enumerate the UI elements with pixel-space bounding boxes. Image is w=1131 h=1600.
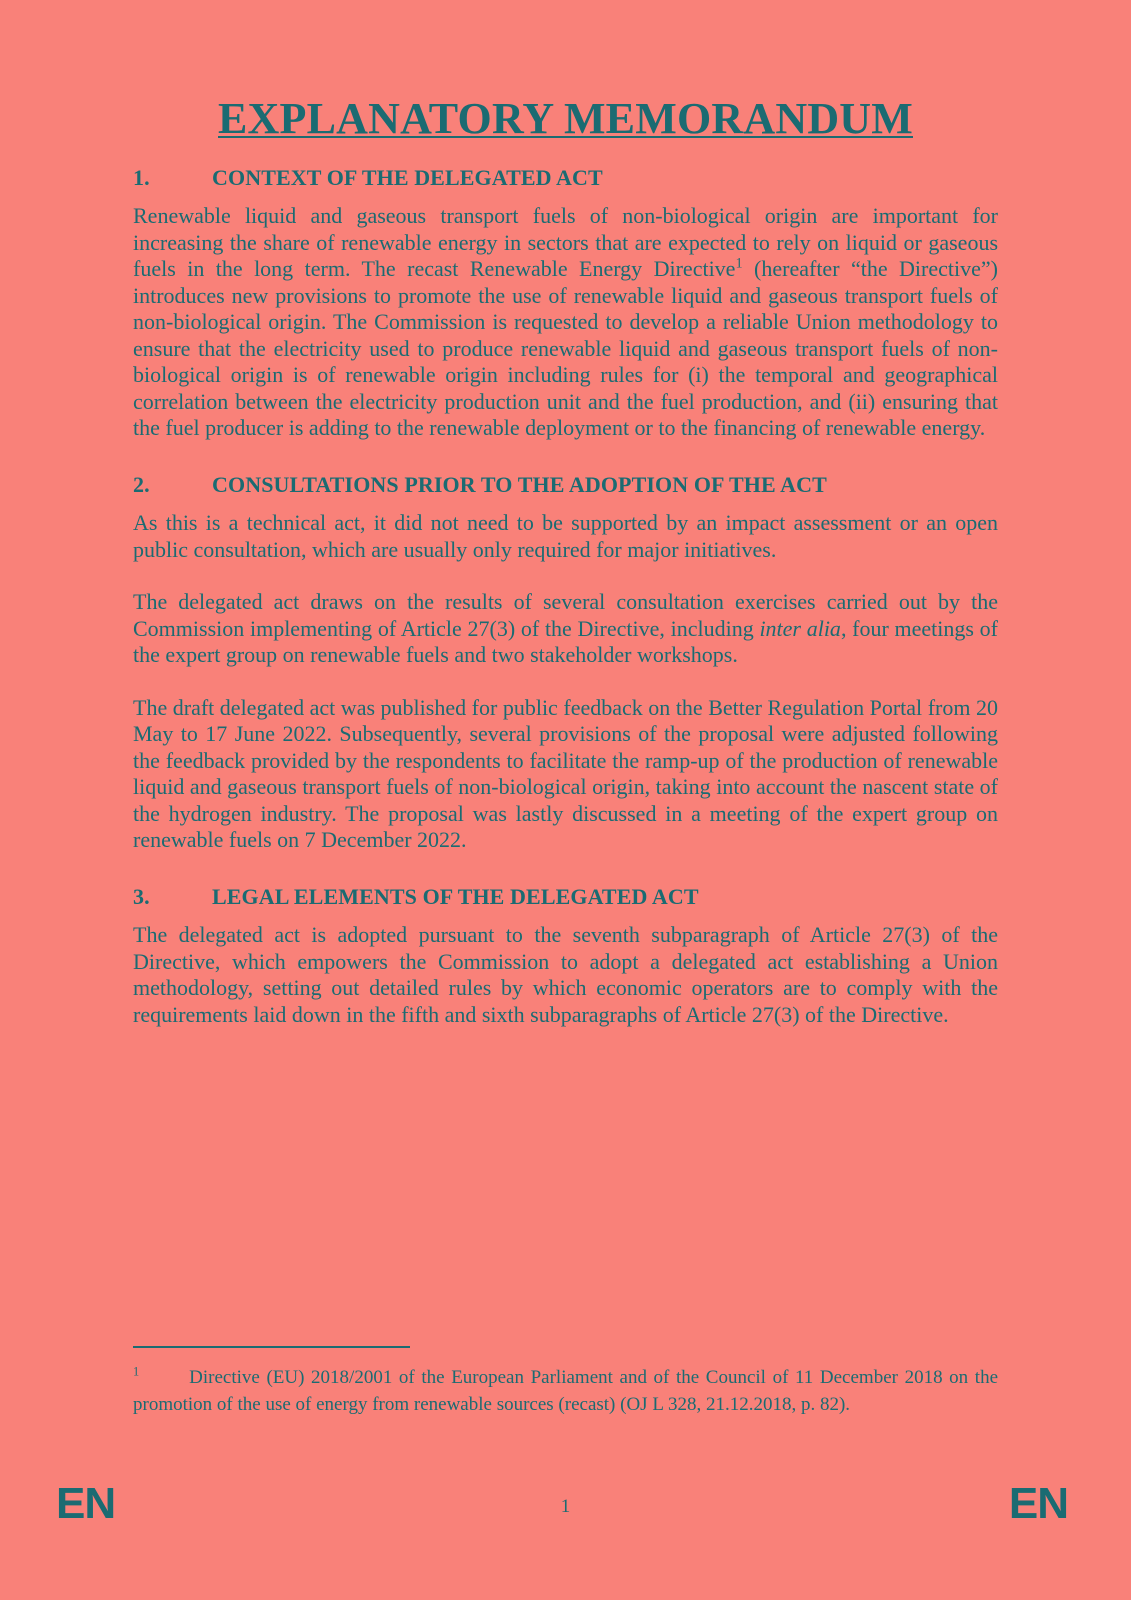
footnote-marker: 1 xyxy=(133,1364,140,1379)
footer-language-code-right: EN xyxy=(1008,1479,1068,1528)
paragraph-text: The delegated act draws on the results of several consultation exercises carried out by the Commission implementing of Article 27(3) of the Directive, including xyxy=(133,589,998,641)
section-1-heading xyxy=(133,165,998,192)
footnote-text: Directive (EU) 2018/2001 of the European Parliament and of the Council of 11 December 2018 on the promotion of the use of energy from renewable sources (recast) (OJ L 328, 21.12.2018, p. 82). xyxy=(133,1367,998,1415)
footnote-area xyxy=(133,1346,998,1418)
document-title: EXPLANATORY MEMORANDUM xyxy=(218,94,913,143)
paragraph-text: , four meetings of the expert group on renewable fuels and two stakeholder workshops. xyxy=(133,615,999,667)
section-2-paragraph-1: As this is a technical act, it did not need to be supported by an impact assessment or an open public consultation, which are usually only required for major initiatives. xyxy=(133,510,998,562)
footer-language-code-left: EN xyxy=(56,1479,116,1528)
section-3-number: 3. xyxy=(133,883,150,909)
section-3-paragraph-1: The delegated act is adopted pursuant to the seventh subparagraph of Article 27(3) of the Directive, which empowers the Commission to adopt a delegated act establishing a Union methodology, setting out detailed rules by which economic operators are to comply with the requirements laid down in the fifth and sixth subparagraphs of Article 27(3) of the Directive. xyxy=(133,922,998,1027)
footnote-separator-line xyxy=(133,1346,410,1348)
footnote-1 xyxy=(133,1364,998,1418)
section-2-number: 2. xyxy=(133,471,150,497)
page-number: 1 xyxy=(560,1496,571,1517)
paragraph-text: Renewable liquid and gaseous transport fuels of non-biological origin are important for increasing the share of renewable energy in sectors that are expected to rely on liquid or gaseous fuels in the long term. The recast Renewable Energy Directive xyxy=(133,203,998,281)
section-1-number: 1. xyxy=(133,164,150,190)
document-body xyxy=(133,0,998,1054)
section-2-title: CONSULTATIONS PRIOR TO THE ADOPTION OF THE ACT xyxy=(212,471,827,497)
footnote-reference: 1 xyxy=(735,255,743,272)
section-1-title: CONTEXT OF THE DELEGATED ACT xyxy=(212,164,603,190)
section-1-paragraph-1 xyxy=(133,203,998,442)
section-2-paragraph-2 xyxy=(133,589,998,669)
latin-phrase: inter alia xyxy=(759,615,841,641)
section-2-paragraph-3: The draft delegated act was published for public feedback on the Better Regulation Portal from 20 May to 17 June 2022. Subsequently, several provisions of the proposal were adjusted following the feedback provided by the respondents to facilitate the ramp-up of the production of renewable liquid and gaseous transport fuels of non-biological origin, taking into account the nascent state of the hydrogen industry. The proposal was lastly discussed in a meeting of the expert group on renewable fuels on 7 December 2022. xyxy=(133,694,998,852)
section-3-heading xyxy=(133,884,998,911)
section-3-title: LEGAL ELEMENTS OF THE DELEGATED ACT xyxy=(212,883,699,909)
paragraph-text: (hereafter “the Directive”) introduces new provisions to promote the use of renewable liquid and gaseous transport fuels of non-biological origin. The Commission is requested to develop a reliable Union methodology to ensure that the electricity used to produce renewable liquid and gaseous transport fuels of non-biological origin is of renewable origin including rules for (i) the temporal and geographical correlation between the electricity production unit and the fuel production, and (ii) ensuring that the fuel producer is adding to the renewable deployment or to the financing of renewable energy. xyxy=(133,256,998,440)
section-2-heading xyxy=(133,472,998,499)
